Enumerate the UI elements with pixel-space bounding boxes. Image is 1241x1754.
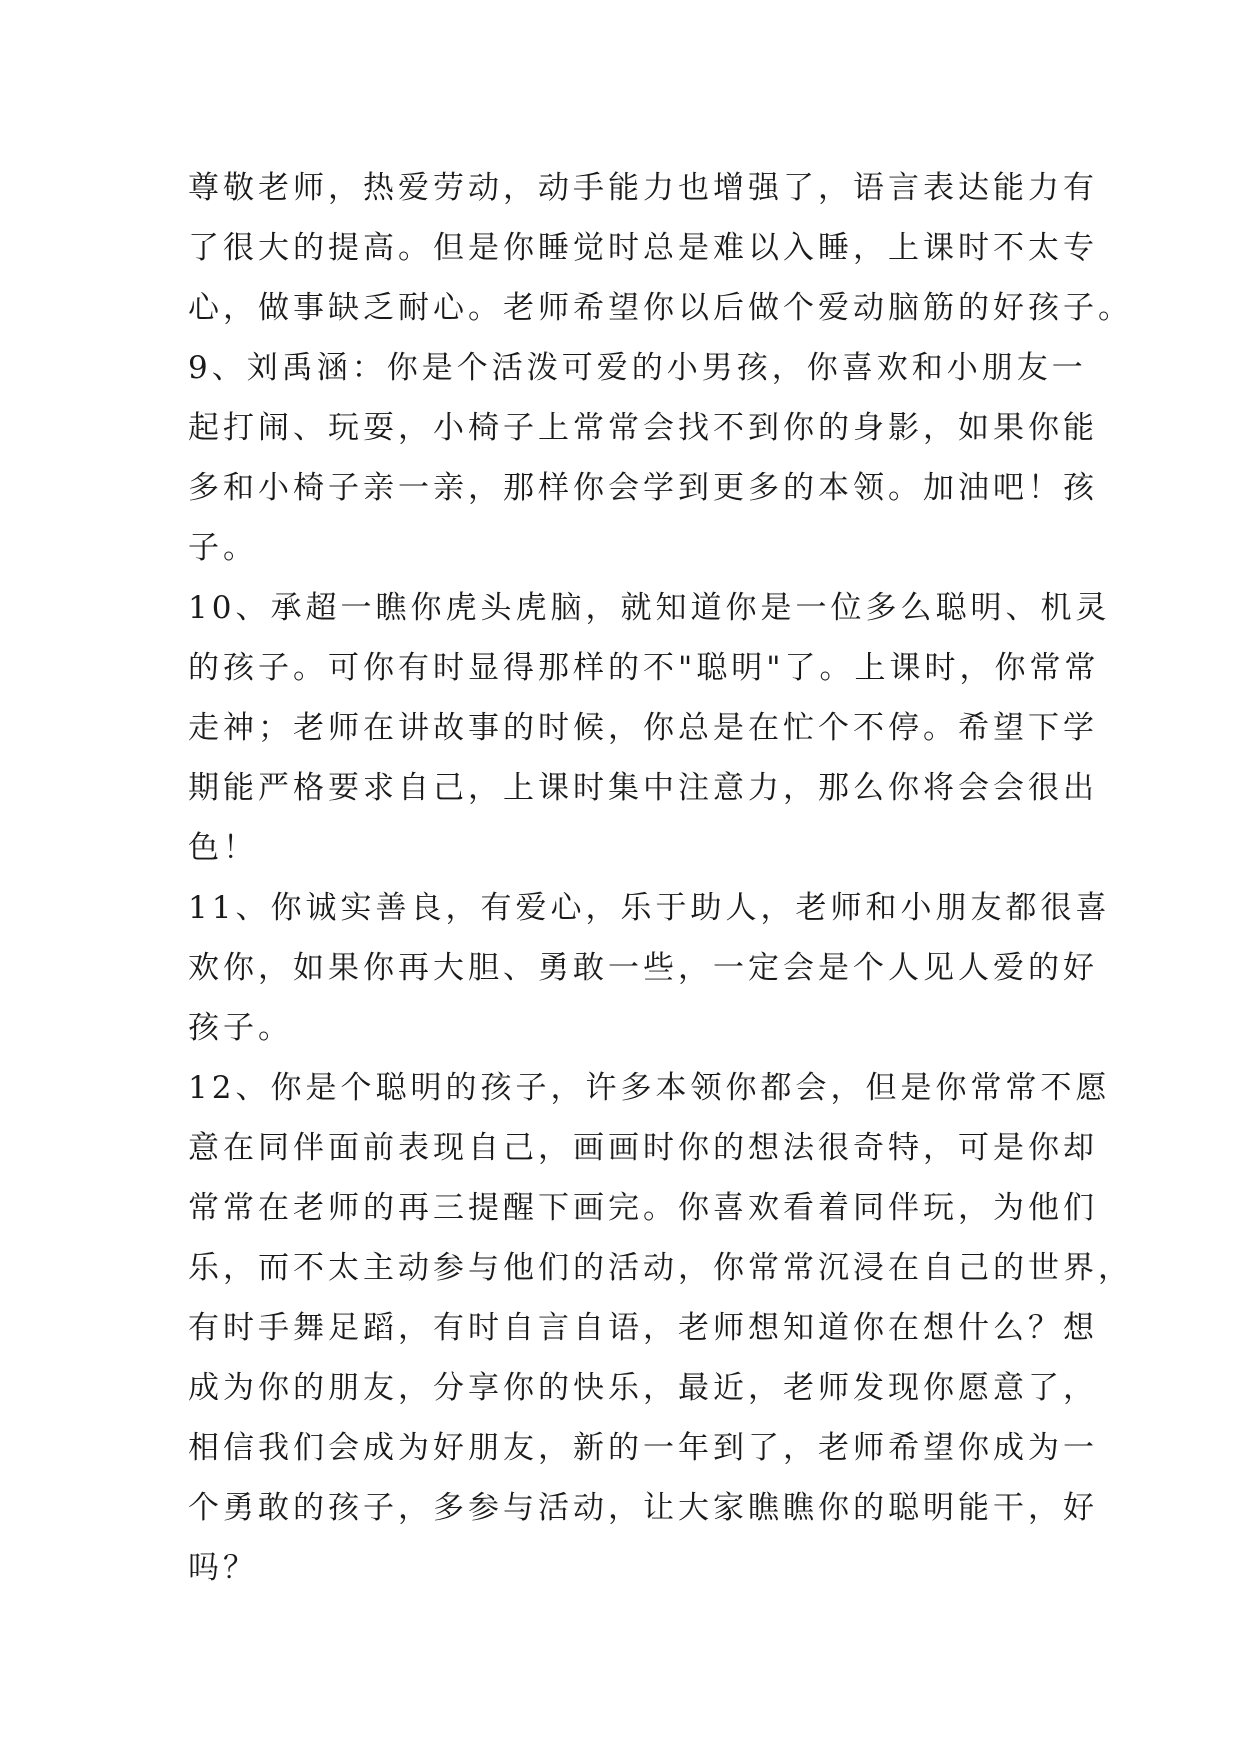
text-line: 相信我们会成为好朋友，新的一年到了，老师希望你成为一	[188, 1430, 1098, 1466]
text-line: 起打闹、玩耍，小椅子上常常会找不到你的身影，如果你能	[188, 410, 1098, 446]
text-line: 12、你是个聪明的孩子，许多本领你都会，但是你常常不愿	[188, 1070, 1111, 1106]
text-line: 走神；老师在讲故事的时候，你总是在忙个不停。希望下学	[188, 710, 1098, 746]
text-line: 10、承超一瞧你虎头虎脑，就知道你是一位多么聪明、机灵	[188, 590, 1111, 626]
text-line: 子。	[188, 530, 258, 566]
text-line: 多和小椅子亲一亲，那样你会学到更多的本领。加油吧！孩	[188, 470, 1098, 506]
text-line: 有时手舞足蹈，有时自言自语，老师想知道你在想什么？想	[188, 1310, 1098, 1346]
text-line: 常常在老师的再三提醒下画完。你喜欢看着同伴玩，为他们	[188, 1190, 1098, 1226]
text-line: 9、刘禹涵：你是个活泼可爱的小男孩，你喜欢和小朋友一	[188, 350, 1087, 386]
text-line: 个勇敢的孩子，多参与活动，让大家瞧瞧你的聪明能干，好	[188, 1490, 1098, 1526]
text-line: 尊敬老师，热爱劳动，动手能力也增强了，语言表达能力有	[188, 170, 1098, 206]
text-line: 11、你诚实善良，有爱心，乐于助人，老师和小朋友都很喜	[188, 890, 1111, 926]
text-line: 的孩子。可你有时显得那样的不"聪明"了。上课时，你常常	[188, 650, 1100, 686]
text-line: 心，做事缺乏耐心。老师希望你以后做个爱动脑筋的好孩子。	[188, 290, 1133, 326]
text-line: 了很大的提高。但是你睡觉时总是难以入睡，上课时不太专	[188, 230, 1098, 266]
body-text	[188, 158, 1133, 1598]
text-line: 期能严格要求自己，上课时集中注意力，那么你将会会很出	[188, 770, 1098, 806]
text-line: 孩子。	[188, 1010, 293, 1046]
text-line: 意在同伴面前表现自己，画画时你的想法很奇特，可是你却	[188, 1130, 1098, 1166]
text-line: 乐，而不太主动参与他们的活动，你常常沉浸在自己的世界，	[188, 1250, 1133, 1286]
text-line: 成为你的朋友，分享你的快乐，最近，老师发现你愿意了，	[188, 1370, 1098, 1406]
text-line: 吗？	[188, 1550, 258, 1586]
text-line: 欢你，如果你再大胆、勇敢一些，一定会是个人见人爱的好	[188, 950, 1098, 986]
text-line: 色！	[188, 830, 258, 866]
